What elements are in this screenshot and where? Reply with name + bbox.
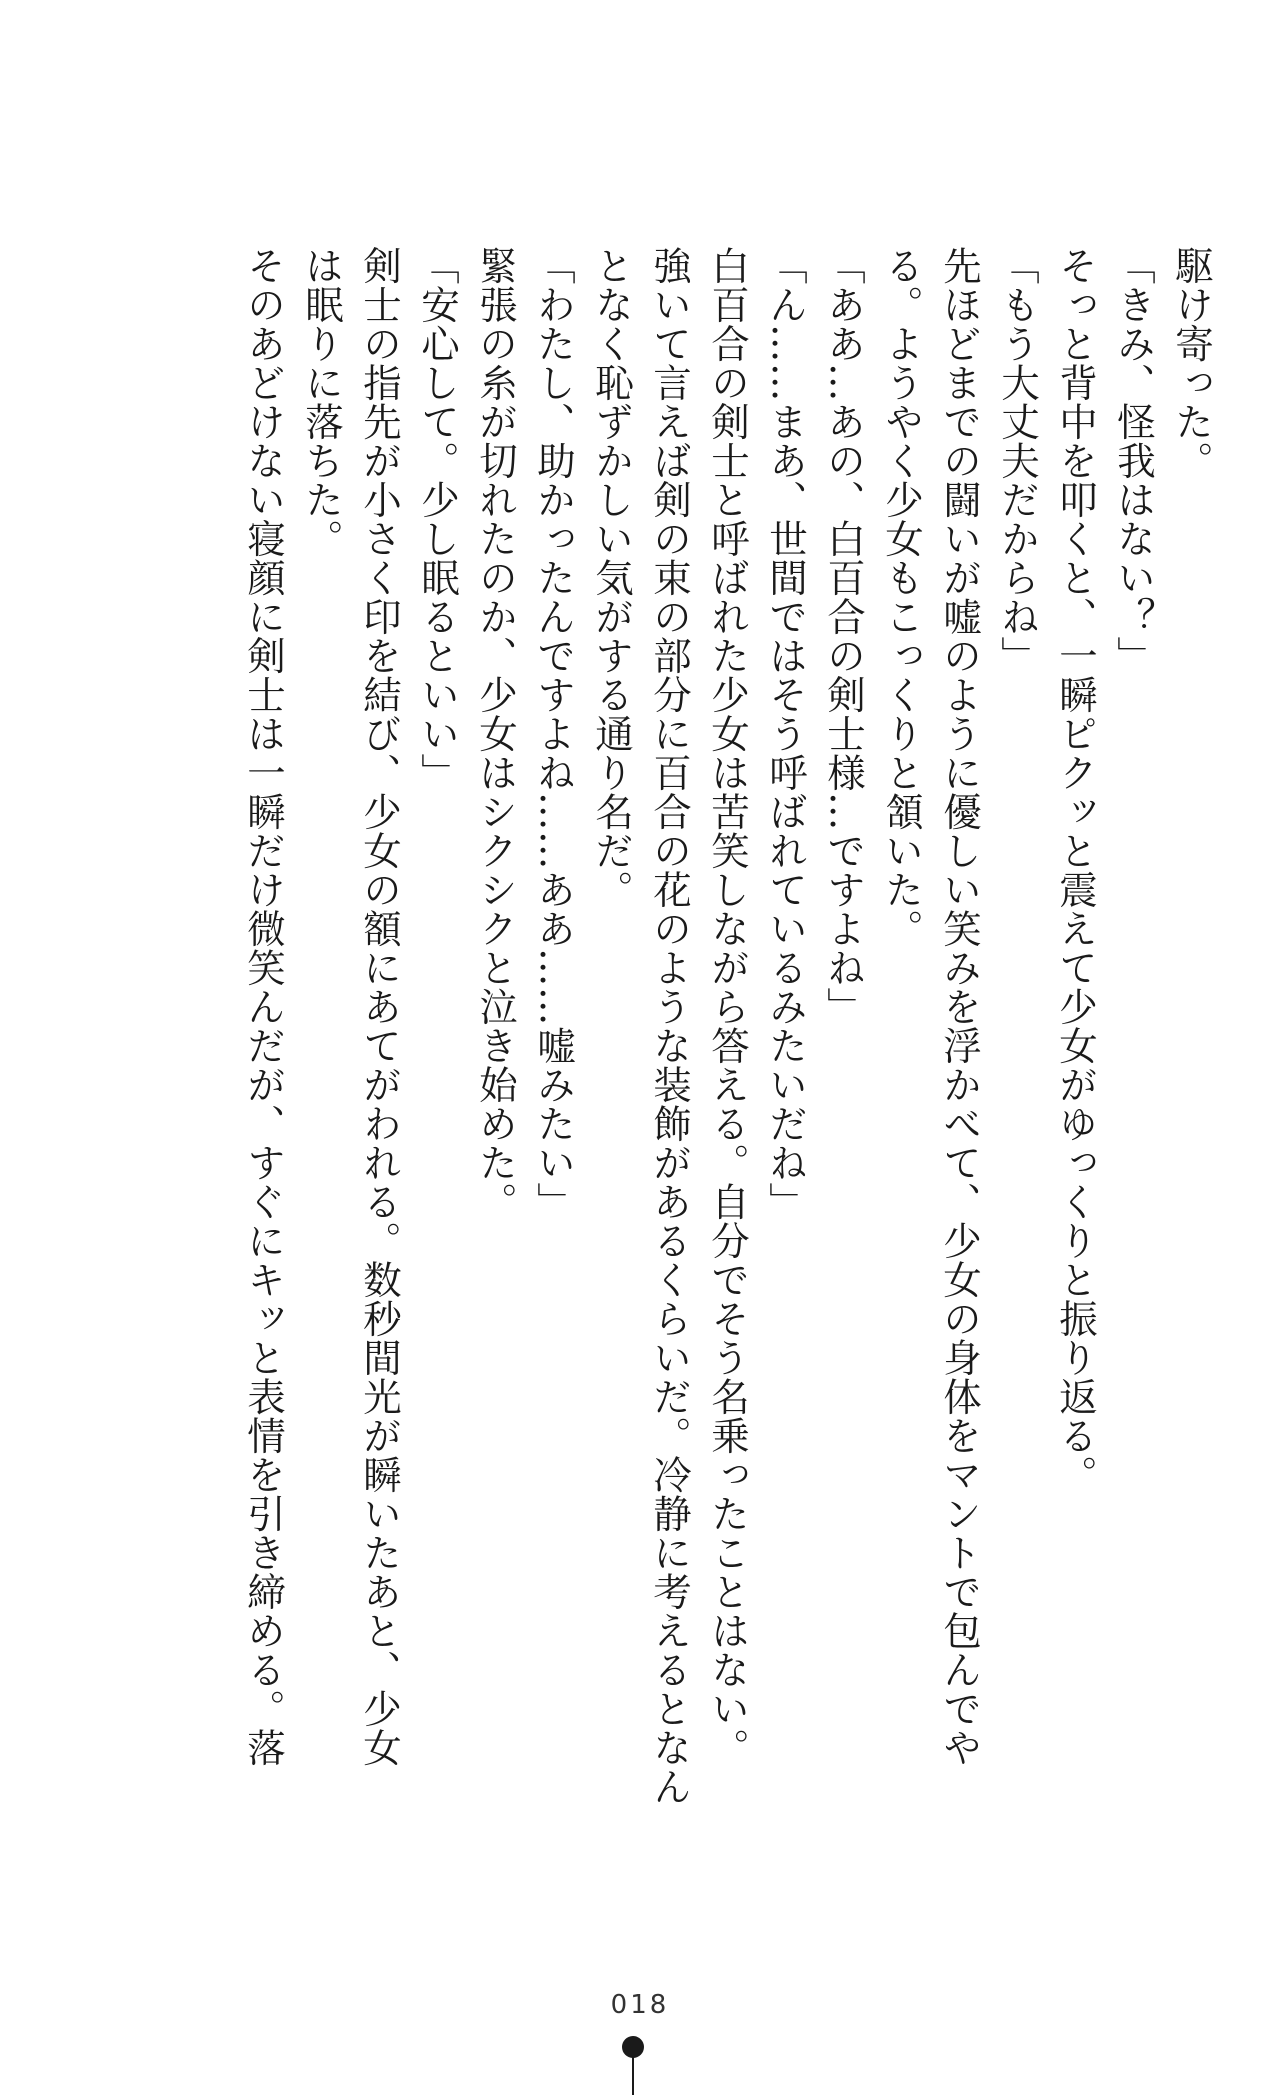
text-line: る。ようやく少女もこっくりと頷いた。 <box>879 246 924 948</box>
text-line: 白百合の剣士と呼ばれた少女は苦笑しながら答える。自分でそう名乗ったことはない。 <box>705 246 750 1767</box>
text-line: 「きみ、怪我はない？」 <box>1111 246 1156 675</box>
text-line: 強いて言えば剣の束の部分に百合の花のような装飾があるくらいだ。冷静に考えるとなん <box>647 246 692 1806</box>
text-line: 剣士の指先が小さく印を結び、少女の額にあてがわれる。数秒間光が瞬いたあと、少女 <box>357 246 402 1767</box>
folio-divider <box>632 2056 634 2095</box>
vertical-text-block <box>234 246 1220 1806</box>
text-line: そのあどけない寝顔に剣士は一瞬だけ微笑んだが、すぐにキッと表情を引き締める。落 <box>241 246 286 1767</box>
text-line: 「もう大丈夫だからね」 <box>995 246 1040 675</box>
text-line: 「わたし、助かったんですよね……ああ……嘘みたい」 <box>531 246 576 1221</box>
text-line: となく恥ずかしい気がする通り名だ。 <box>589 246 634 909</box>
text-line: 「ああ…あの、白百合の剣士様…ですよね」 <box>821 246 866 1026</box>
text-line: そっと背中を叩くと、一瞬ピクッと震えて少女がゆっくりと振り返る。 <box>1053 246 1098 1494</box>
text-line: 駆け寄った。 <box>1169 246 1214 480</box>
folio-dot-icon <box>622 2036 644 2058</box>
text-line: 「安心して。少し眠るといい」 <box>415 246 460 792</box>
page-number: 018 <box>610 1990 670 2020</box>
text-line: は眠りに落ちた。 <box>299 246 344 558</box>
text-line: 「ん……まあ、世間ではそう呼ばれているみたいだね」 <box>763 246 808 1221</box>
text-line: 緊張の糸が切れたのか、少女はシクシクと泣き始めた。 <box>473 246 518 1221</box>
text-line: 先ほどまでの闘いが嘘のように優しい笑みを浮かべて、少女の身体をマントで包んでや <box>937 246 982 1767</box>
